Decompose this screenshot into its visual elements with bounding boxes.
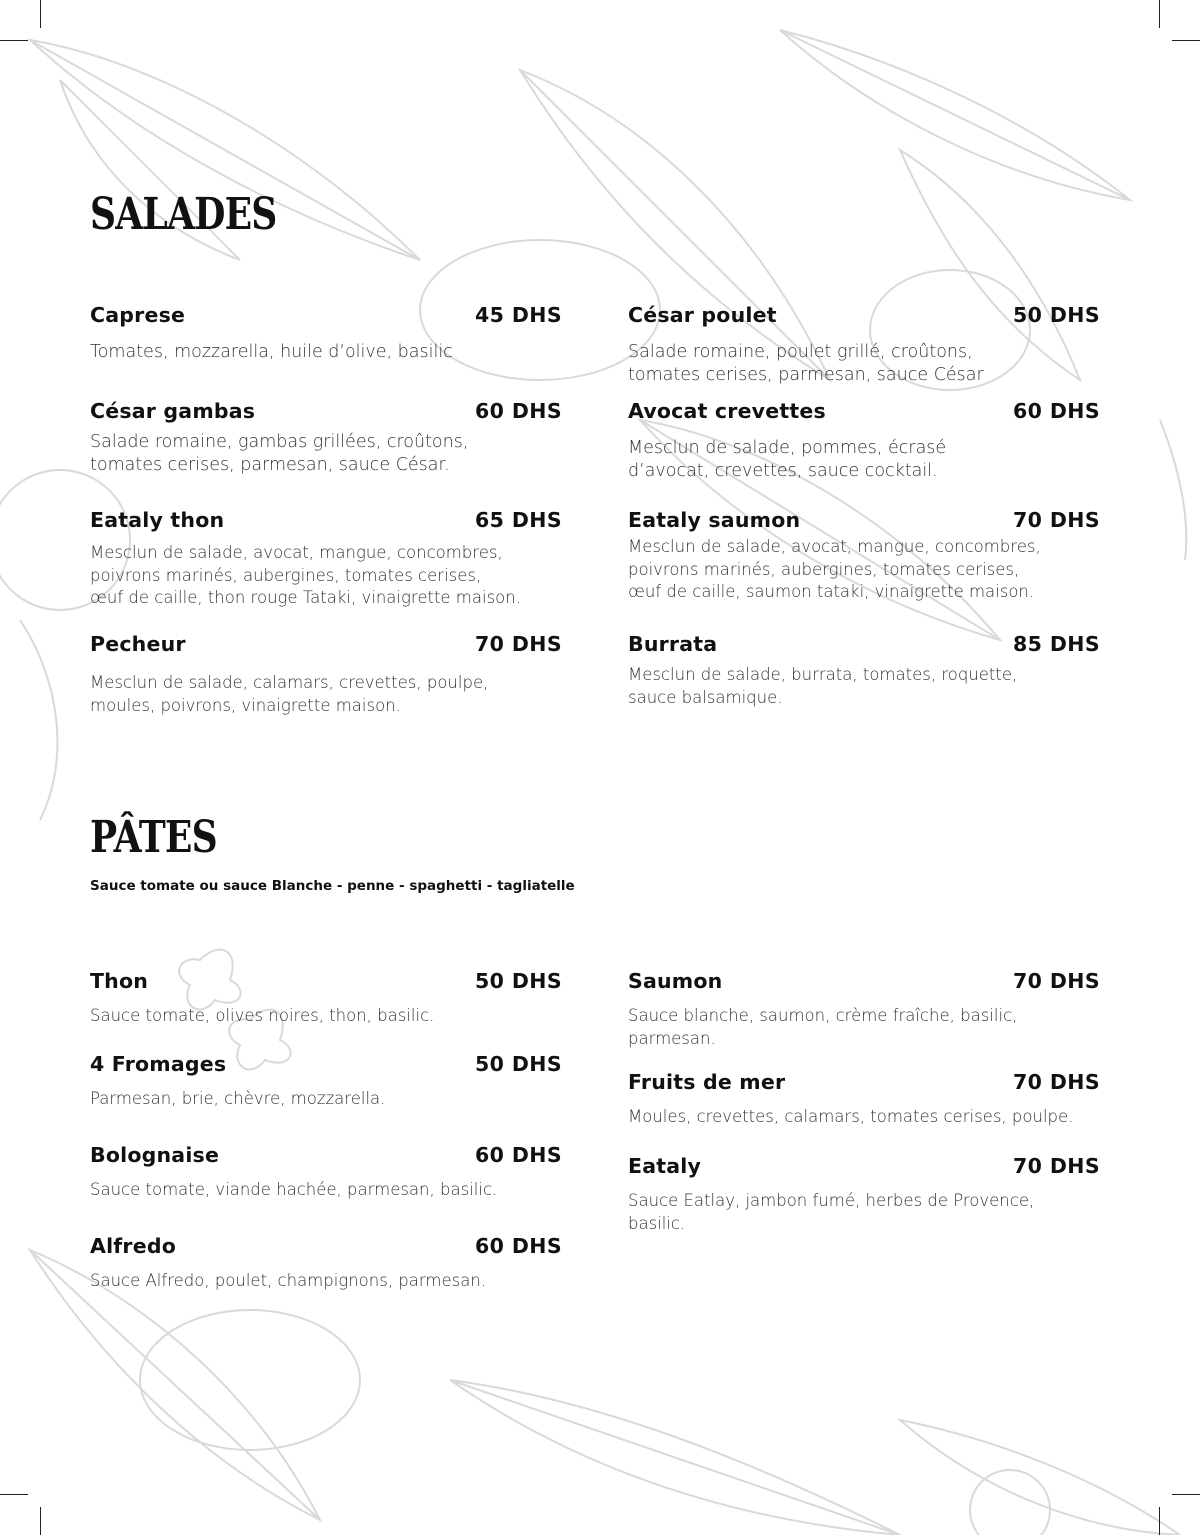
menu-item-description: Mesclun de salade, burrata, tomates, roquette, sauce balsamique. — [628, 665, 1018, 707]
menu-item — [90, 1234, 562, 1293]
menu-item-name: Bolognaise — [90, 1143, 220, 1167]
menu-item — [628, 1070, 1100, 1129]
menu-item — [90, 303, 562, 364]
menu-item-description: Salade romaine, gambas grillées, croûtons, tomates cerises, parmesan, sauce César. — [90, 432, 469, 475]
menu-item-price: 60 DHS — [474, 1143, 562, 1167]
menu-item — [90, 632, 562, 717]
menu-item-price: 70 DHS — [474, 632, 562, 656]
menu-item — [628, 303, 1100, 387]
menu-item-price: 70 DHS — [1012, 1070, 1100, 1094]
menu-item-description: Mesclun de salade, pommes, écrasé d’avocat, crevettes, sauce cocktail. — [628, 438, 947, 481]
menu-item-name: 4 Fromages — [90, 1052, 227, 1076]
crop-mark — [0, 40, 28, 41]
menu-item-description: Salade romaine, poulet grillé, croûtons, tomates cerises, parmesan, sauce César — [628, 342, 984, 385]
menu-item-price: 70 DHS — [1012, 1154, 1100, 1178]
menu-item-price: 60 DHS — [474, 1234, 562, 1258]
menu-item-name: Eataly thon — [90, 508, 225, 532]
menu-item-name: Thon — [90, 969, 149, 993]
crop-mark — [1159, 0, 1160, 28]
menu-item-price: 50 DHS — [474, 1052, 562, 1076]
menu-item-description: Sauce blanche, saumon, crème fraîche, basilic, parmesan. — [628, 1006, 1018, 1048]
menu-item — [628, 632, 1100, 709]
menu-item-description: Sauce tomate, olives noires, thon, basilic. — [90, 1006, 435, 1025]
crop-mark — [0, 1494, 28, 1495]
menu-item-description: Mesclun de salade, avocat, mangue, concombres, poivrons marinés, aubergines, tomates cerises, œuf de caille, saumon tataki, vinaigrette maison. — [628, 537, 1041, 601]
menu-item-name: Pecheur — [90, 632, 186, 656]
section-title-pates: PÂTES — [90, 812, 217, 863]
menu-item-name: Saumon — [628, 969, 723, 993]
menu-item-price: 70 DHS — [1012, 969, 1100, 993]
menu-item-description: Sauce Eatlay, jambon fumé, herbes de Provence, basilic. — [628, 1191, 1035, 1233]
menu-item-description: Sauce tomate, viande hachée, parmesan, basilic. — [90, 1180, 498, 1199]
menu-item-price: 85 DHS — [1012, 632, 1100, 656]
section-subtitle: Sauce tomate ou sauce Blanche - penne - spaghetti - tagliatelle — [90, 878, 575, 894]
menu-item — [628, 399, 1100, 483]
menu-item-name: Eataly — [628, 1154, 702, 1178]
menu-item-name: César poulet — [628, 303, 777, 327]
crop-mark — [1172, 40, 1200, 41]
menu-item-price: 50 DHS — [474, 969, 562, 993]
menu-item — [90, 399, 562, 477]
menu-item — [90, 1143, 562, 1202]
crop-mark — [40, 1507, 41, 1535]
menu-item-name: Caprese — [90, 303, 186, 327]
menu-item-price: 65 DHS — [474, 508, 562, 532]
menu-item-description: Parmesan, brie, chèvre, mozzarella. — [90, 1089, 386, 1108]
menu-item-name: Burrata — [628, 632, 718, 656]
menu-item-name: Alfredo — [90, 1234, 176, 1258]
menu-item-description: Mesclun de salade, avocat, mangue, concombres, poivrons marinés, aubergines, tomates cerises, œuf de caille, thon rouge Tataki, vinaigrette maison. — [90, 543, 521, 607]
menu-item-price: 50 DHS — [1012, 303, 1100, 327]
crop-mark — [40, 0, 41, 28]
menu-item — [628, 508, 1100, 604]
menu-item-description: Mesclun de salade, calamars, crevettes, poulpe, moules, poivrons, vinaigrette maison. — [90, 673, 489, 715]
menu-item-price: 70 DHS — [1012, 508, 1100, 532]
menu-item — [628, 969, 1100, 1050]
menu-item-name: Fruits de mer — [628, 1070, 786, 1094]
menu-item — [90, 508, 562, 610]
menu-item-name: Avocat crevettes — [628, 399, 826, 423]
crop-mark — [1172, 1494, 1200, 1495]
menu-item-price: 60 DHS — [474, 399, 562, 423]
menu-item-description: Tomates, mozzarella, huile d’olive, basilic — [90, 342, 453, 362]
crop-mark — [1159, 1507, 1160, 1535]
menu-item-price: 60 DHS — [1012, 399, 1100, 423]
section-title-salades: SALADES — [90, 189, 277, 240]
menu-item — [90, 969, 562, 1028]
menu-item-price: 45 DHS — [474, 303, 562, 327]
menu-item-description: Moules, crevettes, calamars, tomates cerises, poulpe. — [628, 1107, 1074, 1126]
menu-item-name: Eataly saumon — [628, 508, 801, 532]
menu-item — [628, 1154, 1100, 1235]
menu-item-description: Sauce Alfredo, poulet, champignons, parmesan. — [90, 1271, 487, 1290]
menu-item — [90, 1052, 562, 1111]
menu-item-name: César gambas — [90, 399, 256, 423]
